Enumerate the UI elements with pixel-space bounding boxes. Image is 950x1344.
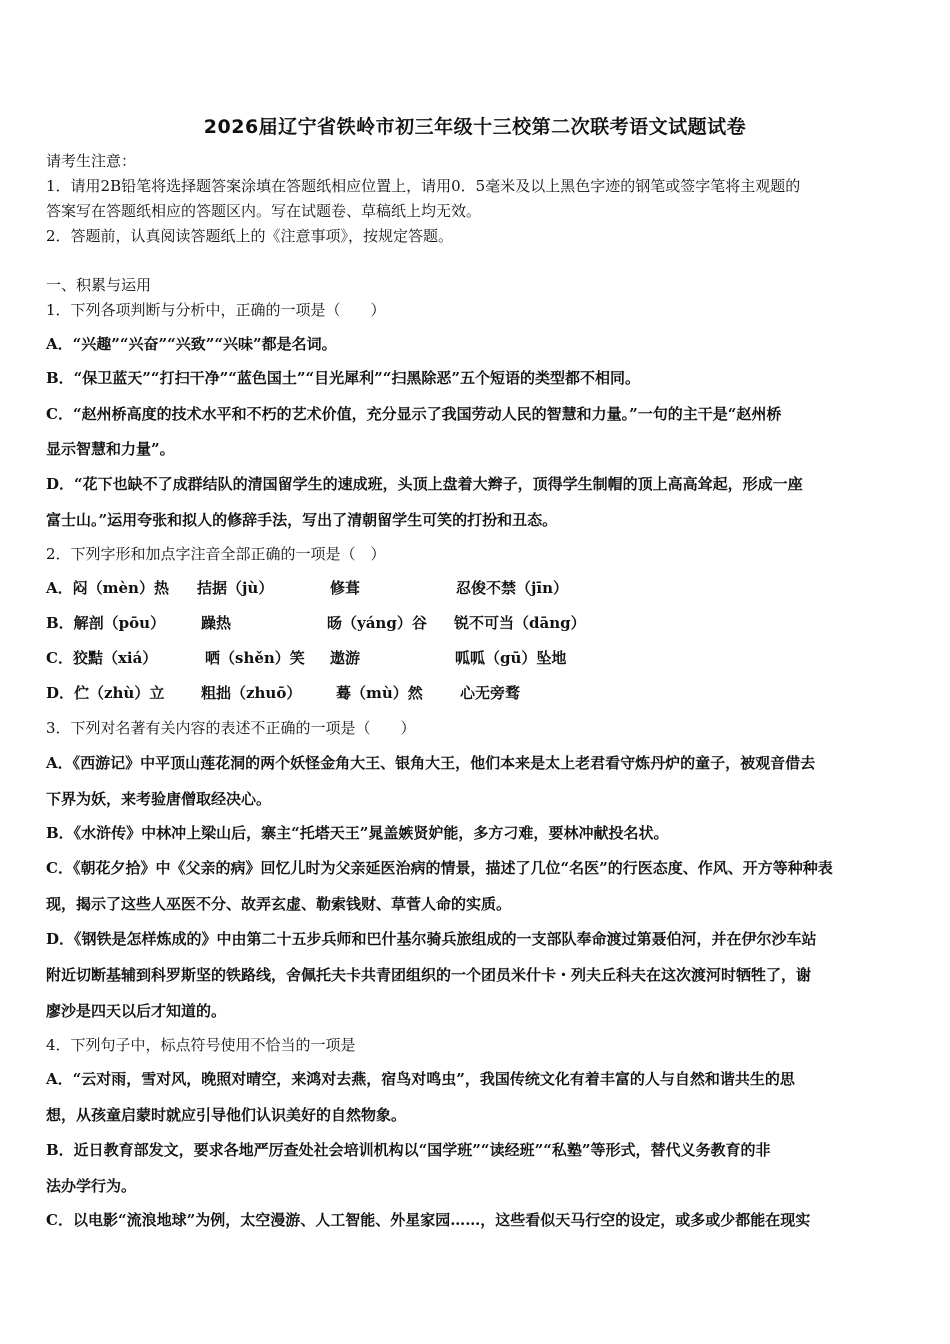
page-title: 2026届辽宁省铁岭市初三年级十三校第二次联考语文试题试卷 — [203, 116, 747, 138]
section-heading: 一、积累与运用 — [46, 276, 152, 294]
q2-c-item-4: 呱呱（gū）坠地 — [455, 649, 567, 667]
q4-option-b-cont: 法办学行为。 — [46, 1177, 137, 1195]
q4-option-c: C．以电影“流浪地球”为例，太空漫游、人工智能、外星家园……，这些看似天马行空的设定，或多或少都能在现实 — [46, 1211, 811, 1229]
q3-option-c: C．《朝花夕拾》中《父亲的病》回忆儿时为父亲延医治病的情景，描述了几位“名医”的行医态度、作风、开方等种种表 — [46, 859, 833, 877]
q1-option-d-cont: 富士山。”运用夸张和拟人的修辞手法，写出了清朝留学生可笑的打扮和丑态。 — [46, 511, 558, 529]
q3-option-a-cont: 下界为妖，来考验唐僧取经决心。 — [46, 790, 272, 808]
q1-option-d: D．“花下也缺不了成群结队的清国留学生的速成班，头顶上盘着大辫子，顶得学生制帽的顶上高高耸起，形成一座 — [46, 475, 803, 493]
q1-option-b: B．“保卫蓝天”“打扫干净”“蓝色国土”“目光犀利”“扫黑除恶”五个短语的类型都不相同。 — [46, 369, 640, 387]
q4-option-a-cont: 想，从孩童启蒙时就应引导他们认识美好的自然物象。 — [46, 1106, 407, 1124]
q3-option-d: D．《钢铁是怎样炼成的》中由第二十五步兵师和巴什基尔骑兵旅组成的一支部队奉命渡过第聂伯河，并在伊尔沙车站 — [46, 930, 817, 948]
q3-stem: 3．下列对名著有关内容的表述不正确的一项是（ ） — [46, 719, 416, 737]
q1-stem: 1．下列各项判断与分析中，正确的一项是（ ） — [46, 301, 386, 319]
q2-d-item-2: 粗拙（zhuō） — [201, 684, 302, 702]
q2-c-item-2: 哂（shěn）笑 — [205, 649, 305, 667]
q2-c-item-3: 遨游 — [330, 649, 361, 667]
q2-a-item-1: A．闷（mèn）热 — [46, 579, 169, 597]
q3-option-b: B．《水浒传》中林冲上梁山后，寨主“托塔天王”晁盖嫉贤妒能，多方刁难，要林冲献投名状。 — [46, 824, 669, 842]
q2-stem: 2．下列字形和加点字注音全部正确的一项是（ ） — [46, 545, 386, 563]
q2-b-item-4: 锐不可当（dāng） — [454, 614, 586, 632]
q2-a-item-3: 修葺 — [330, 579, 361, 597]
q1-option-c: C．“赵州桥高度的技术水平和不朽的艺术价值，充分显示了我国劳动人民的智慧和力量。”一句的主干是“赵州桥 — [46, 405, 782, 423]
q2-c-item-1: C．狡黠（xiá） — [46, 649, 158, 667]
notice-heading: 请考生注意： — [46, 152, 137, 170]
notice-item-1-cont: 答案写在答题纸相应的答题区内。写在试题卷、草稿纸上均无效。 — [46, 202, 482, 220]
q1-option-a: A．“兴趣”“兴奋”“兴致”“兴味”都是名词。 — [46, 335, 337, 353]
q2-d-item-4: 心无旁骛 — [460, 684, 521, 702]
q4-stem: 4．下列句子中，标点符号使用不恰当的一项是 — [46, 1036, 356, 1054]
q2-d-item-1: D．伫（zhù）立 — [46, 684, 165, 702]
q4-option-a: A．“云对雨，雪对风，晚照对晴空，来鸿对去燕，宿鸟对鸣虫”，我国传统文化有着丰富的人与自然和谐共生的思 — [46, 1070, 795, 1088]
q2-a-item-4: 忍俊不禁（jīn） — [456, 579, 569, 597]
q4-option-b: B．近日教育部发文，要求各地严厉查处社会培训机构以“国学班”“读经班”“私塾”等形式，替代义务教育的非 — [46, 1141, 771, 1159]
q2-b-item-1: B．解剖（pōu） — [46, 614, 166, 632]
notice-item-2: 2．答题前，认真阅读答题纸上的《注意事项》，按规定答题。 — [46, 227, 454, 245]
q2-b-item-3: 旸（yáng）谷 — [327, 614, 427, 632]
q3-option-a: A．《西游记》中平顶山莲花洞的两个妖怪金角大王、银角大王，他们本来是太上老君看守炼丹炉的童子，被观音借去 — [46, 754, 816, 772]
q3-option-c-cont: 现，揭示了这些人巫医不分、故弄玄虚、勒索钱财、草菅人命的实质。 — [46, 895, 512, 913]
q2-d-item-3: 蓦（mù）然 — [336, 684, 423, 702]
q2-a-item-2: 拮据（jù） — [197, 579, 274, 597]
notice-item-1: 1．请用2B铅笔将选择题答案涂填在答题纸相应位置上，请用0．5毫米及以上黑色字迹的钢笔或签字笔将主观题的 — [46, 177, 801, 195]
q3-option-d-cont: 附近切断基辅到科罗斯坚的铁路线，舍佩托夫卡共青团组织的一个团员米什卡・列夫丘科夫在这次渡河时牺牲了，谢 — [46, 966, 812, 984]
q1-option-c-cont: 显示智慧和力量”。 — [46, 440, 175, 458]
q3-option-d-cont2: 廖沙是四天以后才知道的。 — [46, 1002, 227, 1020]
q2-b-item-2: 躁热 — [201, 614, 232, 632]
